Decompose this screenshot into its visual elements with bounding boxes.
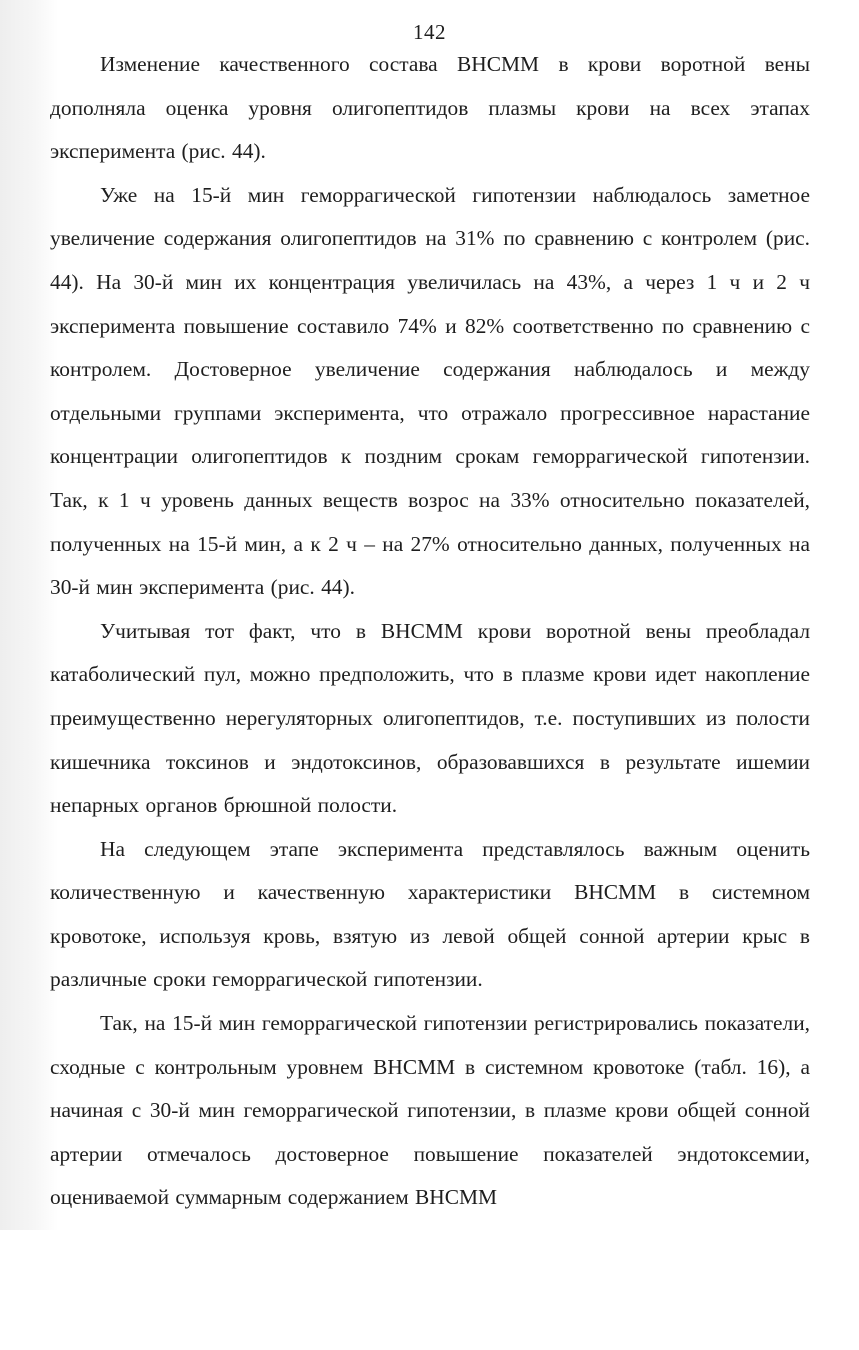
- paragraph-1: Изменение качественного состава ВНСММ в крови воротной вены дополняла оценка уровня олигопептидов плазмы крови на всех этапах эксперимента (рис. 44).: [50, 52, 810, 164]
- paragraph-3: Учитывая тот факт, что в ВНСММ крови воротной вены преобладал катаболический пул, можно предположить, что в плазме крови идет накопление преимущественно нерегуляторных олигопептидов, т.е. поступивших из полости кишечника токсинов и эндотоксинов, образовавшихся в результате ишемии непарных органов брюшной полости.: [50, 618, 810, 818]
- page-number: 142: [413, 20, 446, 44]
- document-body: [50, 43, 810, 1220]
- paragraph-4: На следующем этапе эксперимента представлялось важным оценить количественную и качественную характеристики ВНСММ в системном кровотоке, используя кровь, взятую из левой общей сонной артерии крыс в различные сроки геморрагической гипотензии.: [50, 836, 810, 992]
- paragraph-5: Так, на 15-й мин геморрагической гипотензии регистрировались показатели, сходные с контрольным уровнем ВНСММ в системном кровотоке (табл. 16), а начиная с 30-й мин геморрагической гипотензии, в плазме крови общей сонной артерии отмечалось достоверное повышение показателей эндотоксемии, оцениваемой суммарным содержанием ВНСММ: [50, 1011, 810, 1210]
- paragraph-2: Уже на 15-й мин геморрагической гипотензии наблюдалось заметное увеличение содержания олигопептидов на 31% по сравнению с контролем (рис. 44). На 30-й мин их концентрация увеличилась на 43%, а через 1 ч и 2 ч эксперимента повышение составило 74% и 82% соответственно по сравнению с контролем. Достоверное увеличение содержания наблюдалось и между отдельными группами эксперимента, что отражало прогрессивное нарастание концентрации олигопептидов к поздним срокам геморрагической гипотензии. Так, к 1 ч уровень данных веществ возрос на 33% относительно показателей, полученных на 15-й мин, а к 2 ч – на 27% относительно данных, полученных на 30-й мин эксперимента (рис. 44).: [50, 182, 810, 600]
